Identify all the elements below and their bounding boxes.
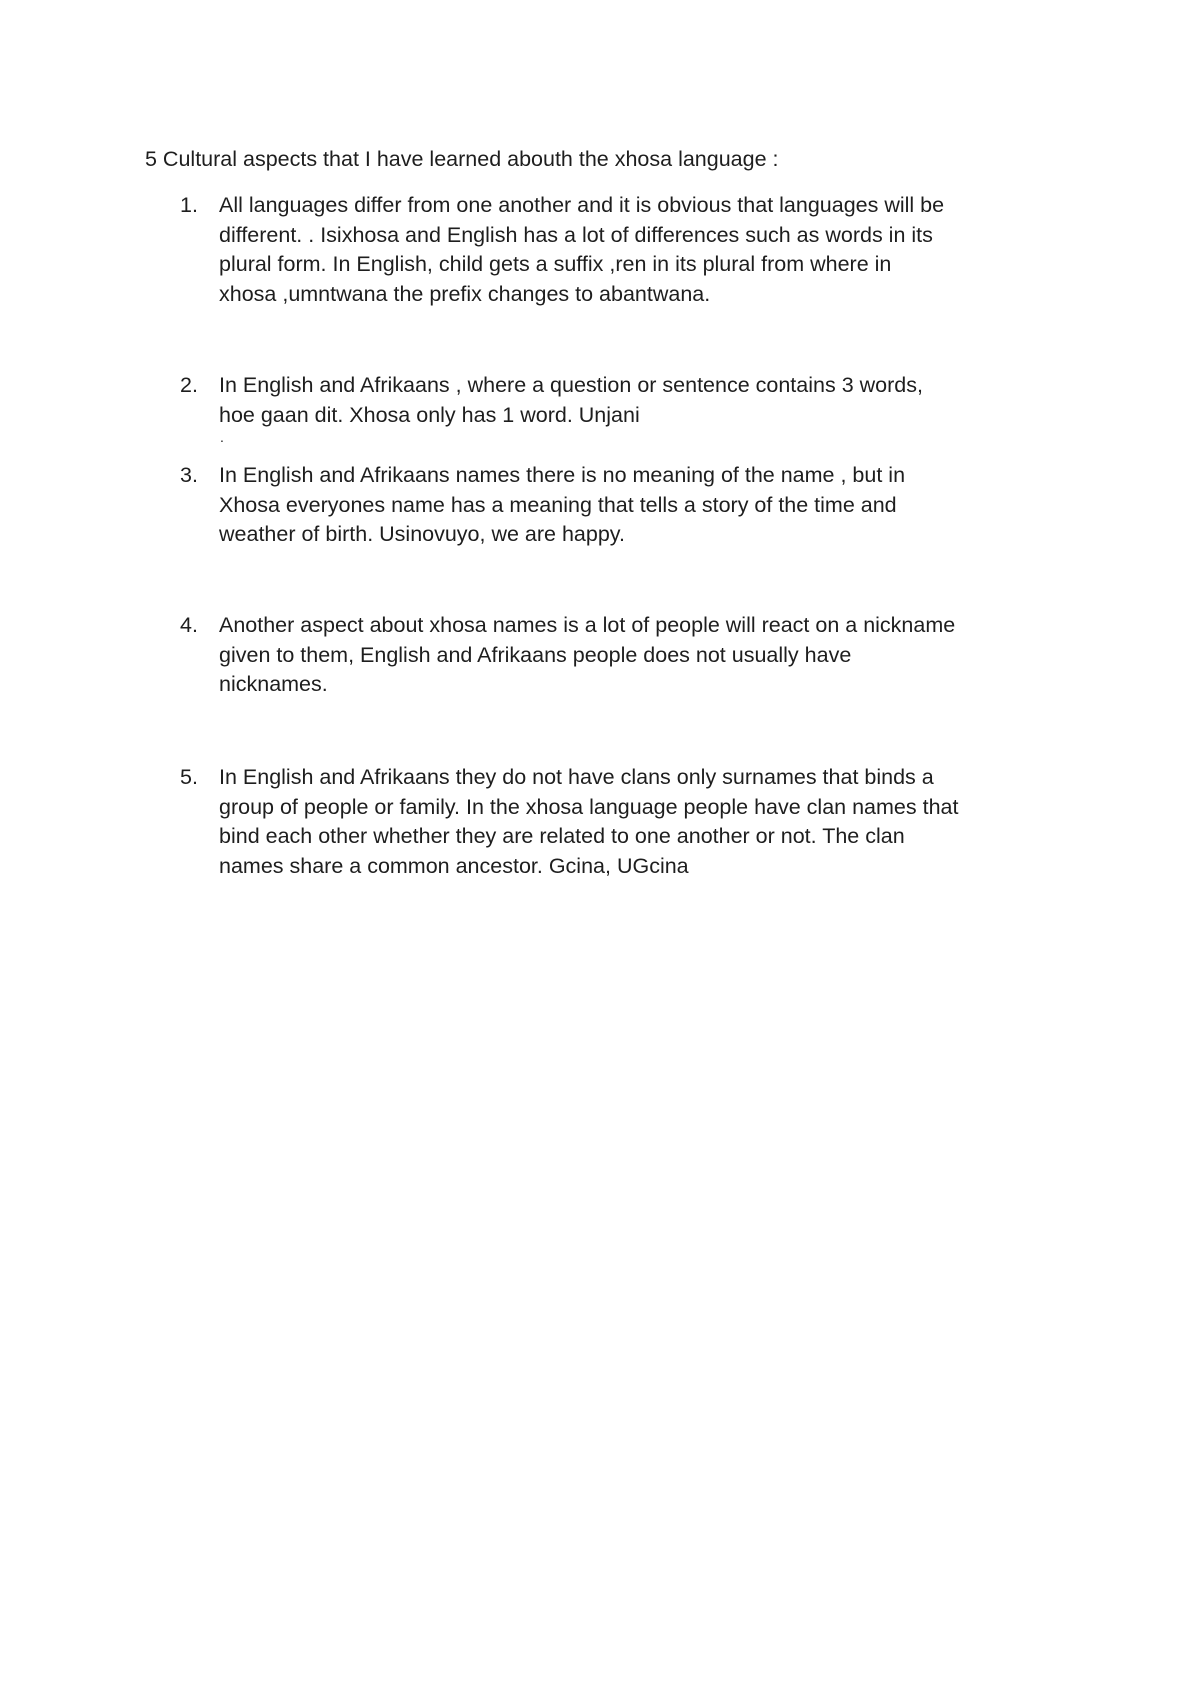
list-item-text: [219, 611, 1109, 700]
text-line: weather of birth. Usinovuyo, we are happy.: [219, 522, 625, 546]
list-item-text: [219, 763, 1109, 881]
text-line: xhosa ,umntwana the prefix changes to abantwana.: [219, 281, 711, 306]
list-item-number: 4.: [180, 613, 198, 637]
list-item-text: [219, 371, 1109, 444]
text-line: given to them, English and Afrikaans people does not usually have: [219, 642, 852, 667]
text-line: bind each other whether they are related to one another or not. The clan: [219, 824, 905, 848]
document-heading: 5 Cultural aspects that I have learned abouth the xhosa language :: [145, 147, 779, 171]
list-item-number: 2.: [180, 373, 198, 397]
text-line: plural form. In English, child gets a suffix ,ren in its plural from where in: [219, 252, 892, 276]
text-line: nicknames.: [219, 672, 328, 696]
text-line: hoe gaan dit. Xhosa only has 1 word. Unjani: [219, 402, 640, 427]
list-item-number: 3.: [180, 463, 198, 487]
text-line: Xhosa everyones name has a meaning that tells a story of the time and: [219, 492, 897, 517]
text-line: names share a common ancestor. Gcina, UGcina: [219, 853, 689, 878]
list-item-text: [219, 191, 1109, 309]
text-line: different. . Isixhosa and English has a lot of differences such as words in its: [219, 222, 933, 247]
text-line: In English and Afrikaans names there is no meaning of the name , but in: [219, 463, 906, 487]
text-line: In English and Afrikaans , where a question or sentence contains 3 words,: [219, 373, 923, 397]
list-item-number: 5.: [180, 765, 198, 789]
list-item-number: 1.: [180, 193, 198, 217]
text-line: Another aspect about xhosa names is a lot of people will react on a nickname: [219, 613, 956, 637]
text-line: All languages differ from one another and it is obvious that languages will be: [219, 193, 945, 217]
text-line: In English and Afrikaans they do not have clans only surnames that binds a: [219, 765, 934, 789]
text-line: .: [220, 429, 224, 445]
list-item-text: [219, 461, 1109, 550]
text-line: group of people or family. In the xhosa language people have clan names that: [219, 794, 959, 819]
